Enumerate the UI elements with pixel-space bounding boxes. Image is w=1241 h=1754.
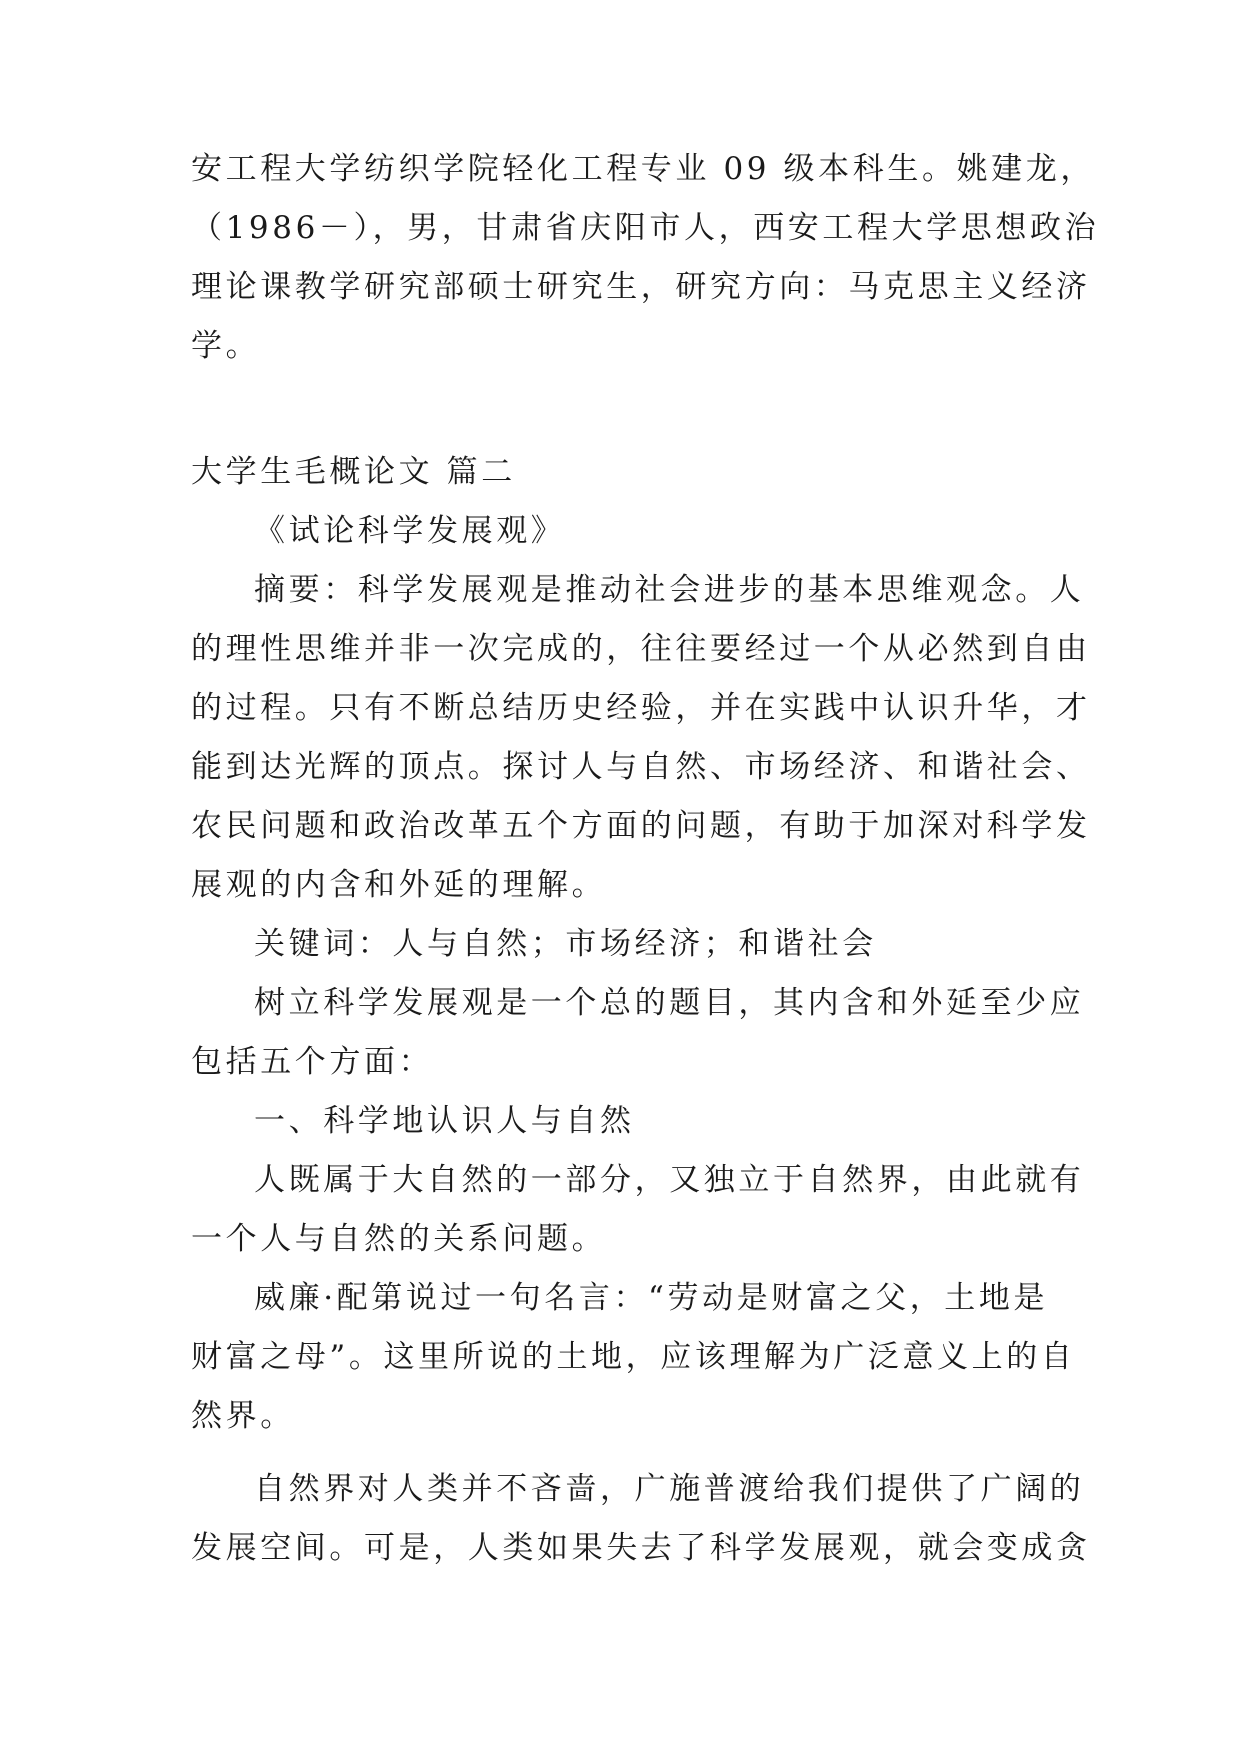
article-title: 《试论科学发展观》 xyxy=(254,513,566,549)
section-heading: 大学生毛概论文 篇二 xyxy=(191,454,516,490)
text-line: （1986－），男，甘肃省庆阳市人，西安工程大学思想政治 xyxy=(191,210,1100,246)
abstract-line: 农民问题和政治改革五个方面的问题，有助于加深对科学发 xyxy=(191,808,1091,844)
abstract-line: 展观的内含和外延的理解。 xyxy=(191,867,607,903)
text-line: 人既属于大自然的一部分，又独立于自然界，由此就有 xyxy=(254,1162,1085,1198)
text-line: 安工程大学纺织学院轻化工程专业 09 级本科生。姚建龙， xyxy=(191,151,1095,187)
text-line: 然界。 xyxy=(191,1398,295,1434)
keywords-line: 关键词：人与自然；市场经济；和谐社会 xyxy=(254,926,877,962)
subsection-heading: 一、科学地认识人与自然 xyxy=(254,1103,635,1139)
text-line: 自然界对人类并不吝啬，广施普渡给我们提供了广阔的 xyxy=(254,1471,1085,1507)
abstract-line: 摘要：科学发展观是推动社会进步的基本思维观念。人 xyxy=(254,572,1085,608)
abstract-line: 能到达光辉的顶点。探讨人与自然、市场经济、和谐社会、 xyxy=(191,749,1091,785)
text-line: 威廉·配第说过一句名言：“劳动是财富之父，土地是 xyxy=(254,1280,1049,1316)
text-line: 学。 xyxy=(191,328,261,364)
text-line: 一个人与自然的关系问题。 xyxy=(191,1221,607,1257)
text-line: 树立科学发展观是一个总的题目，其内含和外延至少应 xyxy=(254,985,1085,1021)
abstract-line: 的过程。只有不断总结历史经验，并在实践中认识升华，才 xyxy=(191,690,1091,726)
text-line: 包括五个方面： xyxy=(191,1044,434,1080)
abstract-line: 的理性思维并非一次完成的，往往要经过一个从必然到自由 xyxy=(191,631,1091,667)
text-line: 发展空间。可是，人类如果失去了科学发展观，就会变成贪 xyxy=(191,1530,1091,1566)
text-line: 理论课教学研究部硕士研究生，研究方向：马克思主义经济 xyxy=(191,269,1091,305)
text-line: 财富之母”。这里所说的土地，应该理解为广泛意义上的自 xyxy=(191,1339,1076,1375)
